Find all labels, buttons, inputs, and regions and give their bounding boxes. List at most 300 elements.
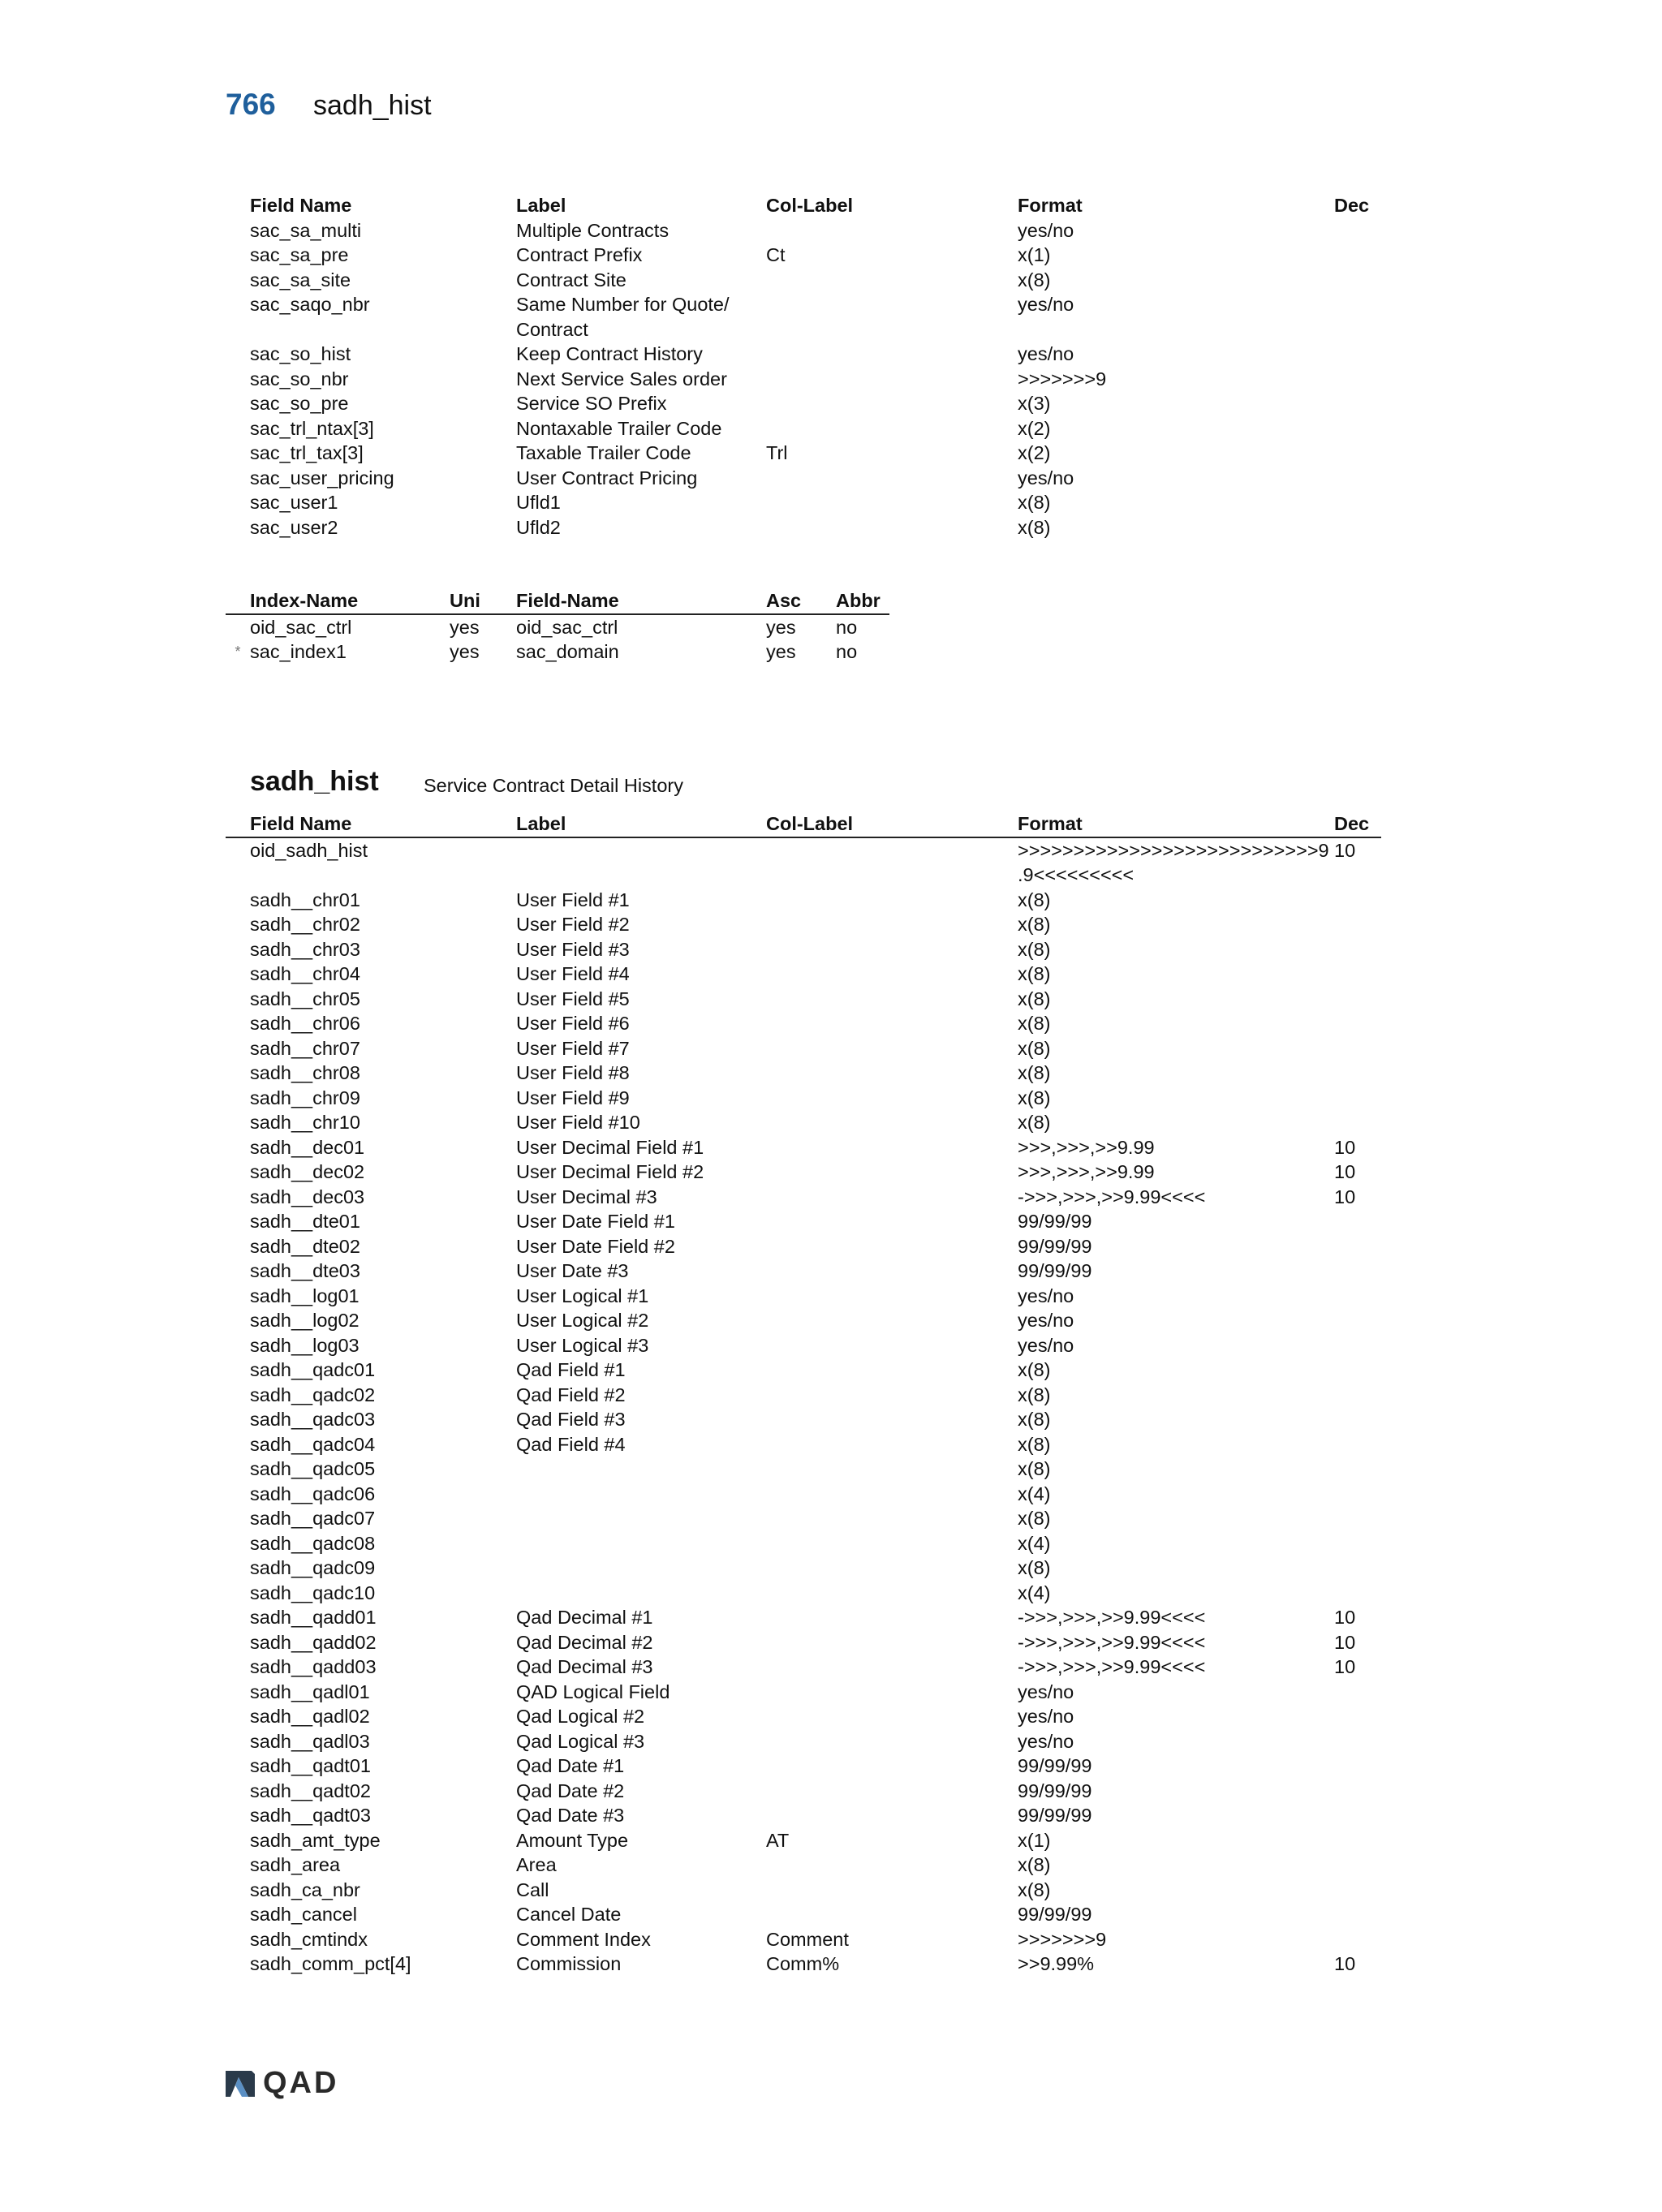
field-name-cell: sac_sa_multi <box>250 219 362 241</box>
dec-cell: 10 <box>1334 1161 1356 1182</box>
table-row <box>226 391 1381 416</box>
format-cell: yes/no <box>1018 1334 1074 1356</box>
col-label-cell <box>766 367 1018 392</box>
format-cell: 99/99/99 <box>1018 1260 1092 1281</box>
dec-cell <box>1334 466 1381 491</box>
col-label-cell <box>766 466 1018 491</box>
table-row <box>226 987 1381 1012</box>
table-row <box>226 243 1381 268</box>
table-row <box>226 1630 1381 1655</box>
col-label-cell <box>766 268 1018 293</box>
row-mark <box>226 1333 250 1358</box>
label-cell: QAD Logical Field <box>516 1681 670 1702</box>
dec-cell: 10 <box>1334 1631 1356 1653</box>
field-name-cell: sadh__qadl01 <box>250 1681 370 1702</box>
label-cell: User Field #5 <box>516 988 630 1009</box>
dec-cell <box>1334 342 1381 367</box>
format-cell: >>>>>>>9 <box>1018 1928 1107 1950</box>
format-cell: yes/no <box>1018 1730 1074 1752</box>
format-cell: yes/no <box>1018 1310 1074 1331</box>
col-label-cell <box>766 1284 1018 1309</box>
col-label-cell <box>766 1531 1018 1556</box>
table-row <box>226 1779 1381 1804</box>
table-row <box>226 515 1381 540</box>
table-row <box>226 912 1381 937</box>
label-cell: Contract Prefix <box>516 244 643 265</box>
row-mark <box>226 1185 250 1210</box>
table-row <box>226 1704 1381 1729</box>
dec-cell <box>1334 1779 1381 1804</box>
dec-cell <box>1334 1358 1381 1383</box>
table-row <box>226 1036 1381 1061</box>
field-name-cell: sadh__dte01 <box>250 1211 360 1232</box>
field-name-cell: sadh__qadt02 <box>250 1779 371 1801</box>
field-name-cell: sac_sa_pre <box>250 244 349 265</box>
sac-index-table <box>226 588 889 665</box>
field-name-cell: sadh__qadc08 <box>250 1532 376 1554</box>
format-cell: ->>>,>>>,>>9.99<<<< <box>1018 1656 1206 1677</box>
format-cell: x(8) <box>1018 914 1051 935</box>
label-cell: User Field #7 <box>516 1037 630 1059</box>
label-cell: User Logical #2 <box>516 1310 649 1331</box>
format-cell: >>9.99% <box>1018 1953 1095 1974</box>
field-name-cell: sac_user2 <box>250 516 338 538</box>
dec-cell <box>1334 1432 1381 1457</box>
format-cell: x(8) <box>1018 1878 1051 1900</box>
table-row <box>226 416 1381 441</box>
table-row <box>226 441 1381 466</box>
label-cell: Call <box>516 1878 549 1900</box>
table-row <box>226 1160 1381 1185</box>
label-cell: User Decimal #3 <box>516 1186 657 1207</box>
sadh-fields-body <box>226 837 1381 1977</box>
col-label-cell <box>766 1655 1018 1680</box>
format-cell: x(8) <box>1018 1384 1051 1405</box>
dec-cell <box>1334 243 1381 268</box>
col-label-cell <box>766 1185 1018 1210</box>
label-cell: User Field #2 <box>516 914 630 935</box>
format-cell: >>>,>>>,>>9.99 <box>1018 1136 1155 1158</box>
label-cell: Ufld2 <box>516 516 561 538</box>
table-row <box>226 639 889 665</box>
row-mark <box>226 1086 250 1111</box>
row-mark <box>226 268 250 293</box>
dec-cell <box>1334 391 1381 416</box>
table-row <box>226 1506 1381 1531</box>
col-label-cell <box>766 962 1018 987</box>
dec-cell <box>1334 515 1381 540</box>
col-label-cell <box>766 1630 1018 1655</box>
col-label-cell <box>766 1605 1018 1630</box>
table-row <box>226 1407 1381 1432</box>
row-mark <box>226 218 250 243</box>
row-mark <box>226 1581 250 1606</box>
dec-cell <box>1334 1036 1381 1061</box>
label-cell: Next Service Sales order <box>516 368 727 389</box>
dec-cell <box>1334 912 1381 937</box>
format-cell: 99/99/99 <box>1018 1805 1092 1826</box>
col-label-cell <box>766 1457 1018 1482</box>
index-header-uni: Uni <box>450 588 516 614</box>
format-cell: x(8) <box>1018 1458 1051 1479</box>
dec-cell <box>1334 268 1381 293</box>
row-mark <box>226 1234 250 1259</box>
label-cell: User Date Field #2 <box>516 1235 675 1257</box>
col-label-cell <box>766 1135 1018 1160</box>
dec-cell <box>1334 1927 1381 1952</box>
col-label-cell: Comm% <box>766 1953 840 1974</box>
col-label-cell <box>766 1308 1018 1333</box>
row-mark <box>226 292 250 342</box>
dec-cell <box>1334 367 1381 392</box>
row-mark <box>226 1680 250 1705</box>
field-name-cell: sac_so_hist <box>250 343 351 364</box>
col-label-cell <box>766 1160 1018 1185</box>
table-row <box>226 490 1381 515</box>
dec-cell <box>1334 987 1381 1012</box>
col-label-cell <box>766 912 1018 937</box>
col-label-cell <box>766 292 1018 342</box>
field-name-cell: sadh__chr02 <box>250 914 360 935</box>
row-mark <box>226 1704 250 1729</box>
format-cell: x(8) <box>1018 938 1051 960</box>
label-cell: User Field #6 <box>516 1013 630 1034</box>
header-dec: Dec <box>1334 195 1370 216</box>
table-row <box>226 962 1381 987</box>
label-cell: User Logical #3 <box>516 1334 649 1356</box>
field-name-cell: sadh__qadc07 <box>250 1508 376 1529</box>
label-cell <box>516 1581 766 1606</box>
col-label-cell <box>766 1358 1018 1383</box>
dec-cell <box>1334 1828 1381 1853</box>
row-mark <box>226 962 250 987</box>
dec-cell <box>1334 1110 1381 1135</box>
label-cell: Service SO Prefix <box>516 393 667 414</box>
field-name-cell: sadh__dec01 <box>250 1136 365 1158</box>
header-format: Format <box>1018 195 1083 216</box>
table-row <box>226 1754 1381 1779</box>
row-mark <box>226 912 250 937</box>
col-label-cell <box>766 342 1018 367</box>
label-cell: User Field #4 <box>516 963 630 984</box>
table-row <box>226 1086 1381 1111</box>
dec-cell <box>1334 1086 1381 1111</box>
dec-cell: 10 <box>1334 839 1356 861</box>
col-label-cell <box>766 1407 1018 1432</box>
index-header-abbr: Abbr <box>836 588 889 614</box>
label-cell: User Date Field #1 <box>516 1211 675 1232</box>
field-name-cell: sadh__qadc05 <box>250 1458 376 1479</box>
format-cell: 99/99/99 <box>1018 1904 1092 1925</box>
field-name-cell: sadh_cmtindx <box>250 1928 368 1950</box>
page-title: sadh_hist <box>313 90 432 121</box>
row-mark <box>226 1754 250 1779</box>
index-mark <box>226 614 250 640</box>
label-cell <box>516 1531 766 1556</box>
field-name-cell: sac_saqo_nbr <box>250 294 370 315</box>
format-cell: x(8) <box>1018 1557 1051 1578</box>
col-label-cell <box>766 1086 1018 1111</box>
table-row <box>226 1952 1381 1977</box>
header-field-name: Field Name <box>250 195 352 216</box>
dec-cell: 10 <box>1334 1186 1356 1207</box>
format-cell: ->>>,>>>,>>9.99<<<< <box>1018 1631 1206 1653</box>
dec-cell <box>1334 1234 1381 1259</box>
label-cell: Contract Site <box>516 269 626 290</box>
row-mark <box>226 1358 250 1383</box>
col-label-cell <box>766 416 1018 441</box>
field-name-cell: sadh_amt_type <box>250 1829 381 1851</box>
col-label-cell <box>766 888 1018 913</box>
format-cell: x(8) <box>1018 492 1051 513</box>
label-cell: Qad Date #1 <box>516 1755 625 1776</box>
row-mark <box>226 1135 250 1160</box>
field-name-cell: sadh__chr03 <box>250 938 360 960</box>
label-cell: Amount Type <box>516 1829 629 1851</box>
field-name-cell: sadh__dec02 <box>250 1161 365 1182</box>
col-label-cell <box>766 1432 1018 1457</box>
dec-cell <box>1334 1680 1381 1705</box>
dec-cell <box>1334 1729 1381 1754</box>
col-label-cell <box>766 1234 1018 1259</box>
index-field-name-cell: sac_domain <box>516 641 619 662</box>
row-mark <box>226 1011 250 1036</box>
label-cell: Qad Logical #2 <box>516 1706 645 1727</box>
format-cell: x(8) <box>1018 988 1051 1009</box>
label-cell: Cancel Date <box>516 1904 622 1925</box>
label-cell: Qad Decimal #3 <box>516 1656 653 1677</box>
field-name-cell: sac_so_nbr <box>250 368 349 389</box>
field-name-cell: sadh_cancel <box>250 1904 357 1925</box>
dec-cell <box>1334 1506 1381 1531</box>
table-header-row <box>226 193 1381 218</box>
row-mark <box>226 1556 250 1581</box>
col-label-cell <box>766 515 1018 540</box>
index-header-row <box>226 588 889 614</box>
index-uni-cell: yes <box>450 641 480 662</box>
dec-cell <box>1334 1333 1381 1358</box>
table-header-row <box>226 811 1381 837</box>
table-row <box>226 1185 1381 1210</box>
table-row <box>226 1902 1381 1927</box>
table-row <box>226 1308 1381 1333</box>
field-name-cell: sadh__qadt03 <box>250 1805 371 1826</box>
row-mark <box>226 1927 250 1952</box>
col-label-cell <box>766 1110 1018 1135</box>
table-row <box>226 1259 1381 1284</box>
row-mark <box>226 1630 250 1655</box>
dec-cell <box>1334 1531 1381 1556</box>
label-cell: User Field #9 <box>516 1087 630 1108</box>
row-mark <box>226 1853 250 1878</box>
format-cell: yes/no <box>1018 467 1074 488</box>
row-mark <box>226 837 250 888</box>
format-cell: x(8) <box>1018 1409 1051 1430</box>
label-cell: Qad Decimal #2 <box>516 1631 653 1653</box>
index-header-asc: Asc <box>766 588 836 614</box>
header-mark <box>226 193 250 218</box>
row-mark <box>226 1110 250 1135</box>
label-cell: User Contract Pricing <box>516 467 698 488</box>
format-cell: x(3) <box>1018 393 1051 414</box>
table-row <box>226 1803 1381 1828</box>
col-label-cell <box>766 1011 1018 1036</box>
col-label-cell: Trl <box>766 442 788 463</box>
col-label-cell <box>766 1803 1018 1828</box>
dec-cell <box>1334 1581 1381 1606</box>
field-name-cell: sadh__chr08 <box>250 1062 360 1083</box>
col-label-cell <box>766 1556 1018 1581</box>
row-mark <box>226 1036 250 1061</box>
dec-cell <box>1334 416 1381 441</box>
field-name-cell: sadh__chr06 <box>250 1013 360 1034</box>
section-heading: sadh_hist <box>250 766 379 797</box>
index-asc-cell: yes <box>766 616 796 638</box>
field-name-cell: sadh__qadc06 <box>250 1483 376 1504</box>
row-mark <box>226 1383 250 1408</box>
row-mark <box>226 1308 250 1333</box>
page-number: 766 <box>226 88 276 121</box>
index-uni-cell: yes <box>450 616 480 638</box>
field-name-cell: sadh__qadc04 <box>250 1433 376 1455</box>
table-row <box>226 1457 1381 1482</box>
field-name-cell: sadh__qadc09 <box>250 1557 376 1578</box>
col-label-cell <box>766 1878 1018 1903</box>
dec-cell <box>1334 888 1381 913</box>
format-cell: x(8) <box>1018 269 1051 290</box>
field-name-cell: sac_trl_tax[3] <box>250 442 364 463</box>
dec-cell: 10 <box>1334 1953 1356 1974</box>
format-cell: x(8) <box>1018 1854 1051 1875</box>
field-name-cell: sadh__dte03 <box>250 1260 360 1281</box>
field-name-cell: sac_sa_site <box>250 269 351 290</box>
label-cell: User Decimal Field #2 <box>516 1161 704 1182</box>
col-label-cell: Comment <box>766 1928 849 1950</box>
label-cell <box>516 1457 766 1482</box>
label-cell <box>516 837 766 888</box>
table-row <box>226 268 1381 293</box>
index-abbr-cell: no <box>836 616 858 638</box>
sac-index-body <box>226 614 889 665</box>
table-row <box>226 1680 1381 1705</box>
dec-cell <box>1334 962 1381 987</box>
section-description: Service Contract Detail History <box>424 775 683 796</box>
row-mark <box>226 1655 250 1680</box>
dec-cell <box>1334 292 1381 342</box>
dec-cell <box>1334 1011 1381 1036</box>
field-name-cell: sadh__chr05 <box>250 988 360 1009</box>
row-mark <box>226 1779 250 1804</box>
field-name-cell: sadh__qadt01 <box>250 1755 371 1776</box>
col-label-cell <box>766 987 1018 1012</box>
table-row <box>226 1853 1381 1878</box>
label-cell: Keep Contract History <box>516 343 703 364</box>
index-header-mark <box>226 588 250 614</box>
table-row <box>226 1432 1381 1457</box>
format-cell: x(8) <box>1018 1037 1051 1059</box>
col-label-cell <box>766 1680 1018 1705</box>
table-row <box>226 1284 1381 1309</box>
label-cell: User Date #3 <box>516 1260 629 1281</box>
format-cell: x(2) <box>1018 442 1051 463</box>
row-mark <box>226 441 250 466</box>
index-header-index-name: Index-Name <box>250 588 450 614</box>
col-label-cell <box>766 490 1018 515</box>
dec-cell <box>1334 1704 1381 1729</box>
table-row <box>226 1011 1381 1036</box>
label-cell: Comment Index <box>516 1928 651 1950</box>
field-name-cell: sadh__qadl03 <box>250 1730 370 1752</box>
field-name-cell: sadh__chr09 <box>250 1087 360 1108</box>
field-name-cell: sadh__qadc02 <box>250 1384 376 1405</box>
col-label-cell <box>766 1036 1018 1061</box>
dec-cell <box>1334 1284 1381 1309</box>
col-label-cell <box>766 1779 1018 1804</box>
col-label-cell <box>766 1482 1018 1507</box>
field-name-cell: sadh__dte02 <box>250 1235 360 1257</box>
label-cell: User Field #8 <box>516 1062 630 1083</box>
col-label-cell <box>766 1061 1018 1086</box>
label-cell: Nontaxable Trailer Code <box>516 417 722 439</box>
table-row <box>226 1605 1381 1630</box>
field-name-cell: sac_trl_ntax[3] <box>250 417 374 439</box>
field-name-cell: sadh_ca_nbr <box>250 1878 360 1900</box>
col-label-cell <box>766 1383 1018 1408</box>
table-row <box>226 837 1381 888</box>
header-label: Label <box>516 195 566 216</box>
field-name-cell: sadh__chr10 <box>250 1112 360 1133</box>
row-mark <box>226 1284 250 1309</box>
table-row <box>226 937 1381 962</box>
format-cell: x(8) <box>1018 1112 1051 1133</box>
header-col-label: Col-Label <box>766 811 1018 837</box>
table-row <box>226 466 1381 491</box>
label-cell: Commission <box>516 1953 622 1974</box>
dec-cell <box>1334 1482 1381 1507</box>
col-label-cell <box>766 1902 1018 1927</box>
format-cell: x(8) <box>1018 1433 1051 1455</box>
dec-cell <box>1334 1209 1381 1234</box>
format-cell: x(8) <box>1018 516 1051 538</box>
index-field-name-cell: oid_sac_ctrl <box>516 616 618 638</box>
dec-cell <box>1334 441 1381 466</box>
row-mark <box>226 342 250 367</box>
table-row <box>226 367 1381 392</box>
field-name-cell: sadh__log02 <box>250 1310 360 1331</box>
header-col-label: Col-Label <box>766 195 854 216</box>
header-label: Label <box>516 811 766 837</box>
format-cell: 99/99/99 <box>1018 1235 1092 1257</box>
qad-logo-icon <box>224 2069 256 2098</box>
index-header-field-name: Field-Name <box>516 588 766 614</box>
label-cell: User Field #10 <box>516 1112 640 1133</box>
format-cell: yes/no <box>1018 1285 1074 1306</box>
field-name-cell: sadh__chr04 <box>250 963 360 984</box>
header-field-name: Field Name <box>250 811 516 837</box>
format-cell: yes/no <box>1018 1706 1074 1727</box>
table-row <box>226 342 1381 367</box>
label-cell: Qad Field #3 <box>516 1409 626 1430</box>
format-cell: yes/no <box>1018 294 1074 315</box>
table-row <box>226 1383 1381 1408</box>
format-cell: yes/no <box>1018 1681 1074 1702</box>
row-mark <box>226 1506 250 1531</box>
table-row <box>226 1234 1381 1259</box>
field-name-cell: sadh__chr07 <box>250 1037 360 1059</box>
dec-cell <box>1334 1878 1381 1903</box>
table-row <box>226 1556 1381 1581</box>
label-cell <box>516 1482 766 1507</box>
